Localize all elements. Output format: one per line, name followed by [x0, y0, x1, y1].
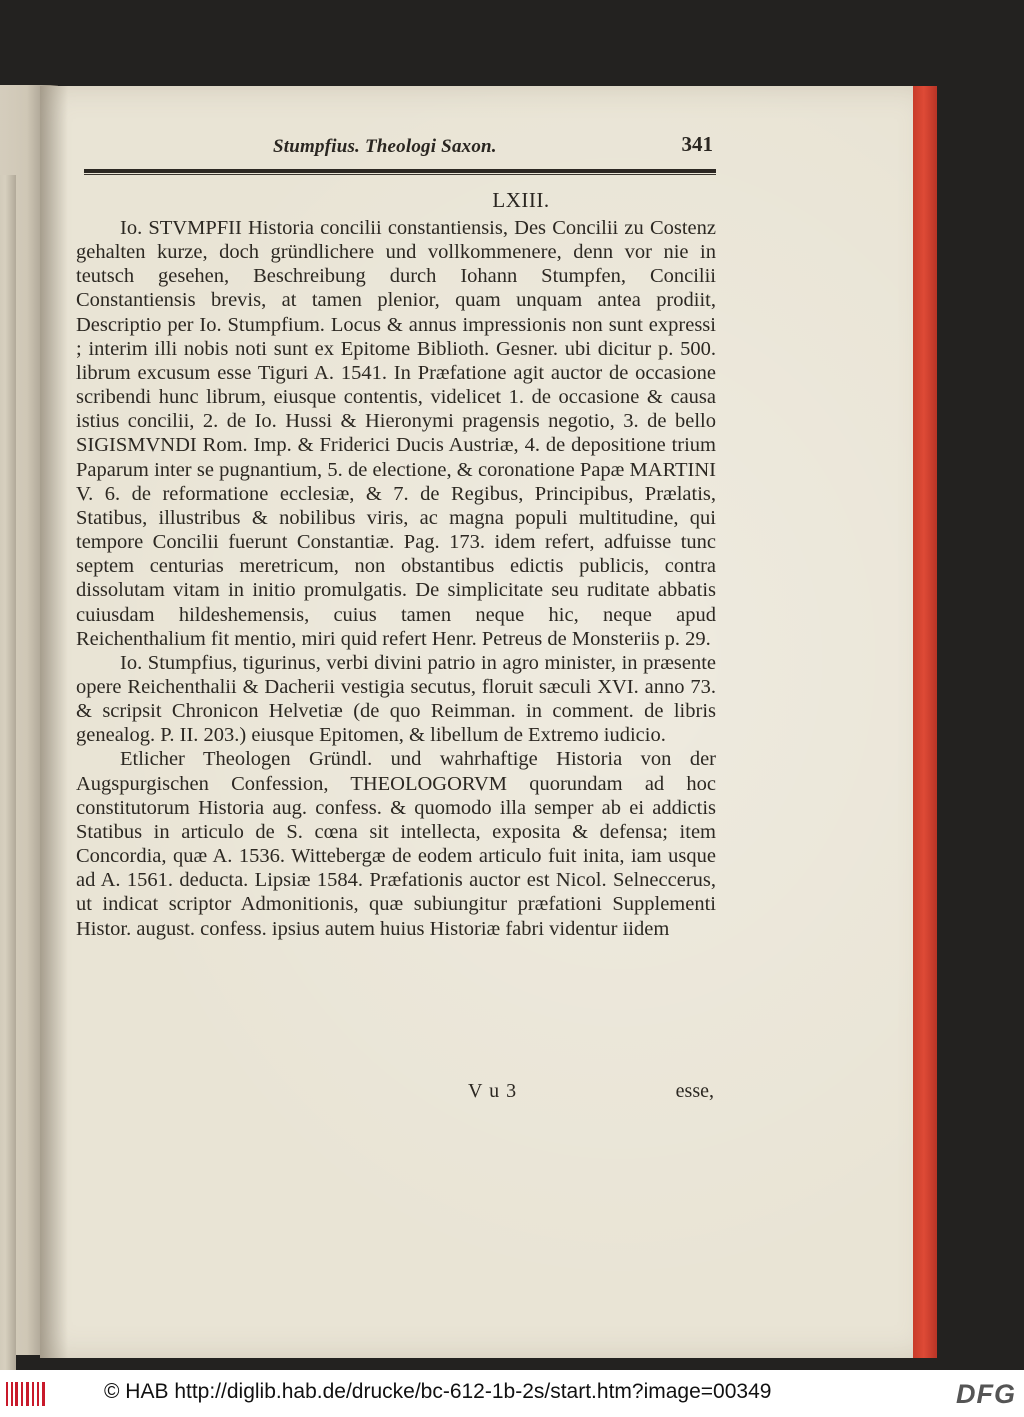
catchword: esse, [675, 1080, 714, 1102]
paragraph-theologen-historia: Etlicher Theologen Gründl. und wahrhaftige Historia von der Augspurgischen Confession, THEOLOGORVM quorundam ad hoc constitutorum Historia aug. confess. & quomodo illa semper ab ei addictis Statibus in articulo de S. cœna sit intellecta, exposita & defensa; item Concordia, quæ A. 1536. Wittebergæ de eodem articulo fuit inita, iam usque ad A. 1561. deducta. Lipsiæ 1584. Præfationis auctor est Nicol. Selneccerus, ut indicat scriptor Admonitionis, quæ subiungitur præfationi Supplementi Histor. august. confess. ipsius autem huius Historiæ fabri videntur iidem [76, 748, 716, 940]
header-rule [84, 169, 716, 173]
paragraph-stumpfius-bio: Io. Stumpfius, tigurinus, verbi divini patrio in agro minister, in præsente opere Reichenthalii & Dacherii vestigia secutus, floruit sæculi XVI. anno 73. & scripsit Chronicon Helvetiæ (de quo Reimman. in comment. de libris genealog. P. II. 203.) eiusque Epitomen, & libellum de Extremo iudicio. [76, 651, 716, 747]
viewer-footer [0, 1370, 1024, 1417]
header-rule-thin [84, 174, 716, 175]
body-text [76, 216, 716, 941]
signature-mark: V u 3 [468, 1080, 518, 1102]
red-page-edge [913, 86, 937, 1358]
page-foot [76, 1080, 716, 1106]
dfg-logo: DFG [956, 1379, 1016, 1409]
running-head: Stumpfius. Theologi Saxon. [273, 136, 497, 157]
barcode-icon [6, 1382, 46, 1406]
section-number: LXIII. [492, 188, 550, 212]
facing-page-inner [0, 175, 16, 1370]
page-header [273, 132, 713, 164]
paragraph-stumpfius-historia: Io. STVMPFII Historia concilii constantiensis, Des Concilii zu Costenz gehalten kurze, doch gründlichere und vollkommenere, denn vor nie in teutsch gesehen, Beschreibung durch Iohann Stumpfen, Concilii Constantiensis brevis, at tamen plenior, quam unquam antea prodiit, Descriptio per Io. Stumpfium. Locus & annus impressionis non sunt expressi ; interim illi nobis noti sunt ex Epitome Biblioth. Gesner. ubi dicitur p. 500. librum excusum esse Tiguri A. 1541. In Præfatione agit auctor de occasione scribendi hunc librum, eiusque contentis, videlicet 1. de occasione & causa istius concilii, 2. de Io. Hussi & Hieronymi pragensis negotio, 3. de bello SIGISMVNDI Rom. Imp. & Friderici Ducis Austriæ, 4. de depositione trium Paparum inter se pugnantium, 5. de electione, & coronatione Papæ MARTINI V. 6. de reformatione ecclesiæ, & 7. de Regibus, Principibus, Prælatis, Statibus, illustribus & nobilibus viris, ac magna populi multitudine, qui tempore Concilii fuerunt Constantiæ. Pag. 173. idem refert, adfuisse tunc septem centurias meretricum, non obstantibus edictis publicis, contra dissolutam vitam in initio promulgatis. De simplicitate seu ruditate abbatis cuiusdam hildeshemensis, cuius tamen neque hic, neque apud Reichenthalium fit mentio, miri quid refert Henr. Petreus de Monsteriis p. 29. [76, 217, 716, 650]
page-number: 341 [681, 132, 713, 156]
source-url: © HAB http://diglib.hab.de/drucke/bc-612-1b-2s/start.htm?image=00349 [104, 1380, 772, 1403]
